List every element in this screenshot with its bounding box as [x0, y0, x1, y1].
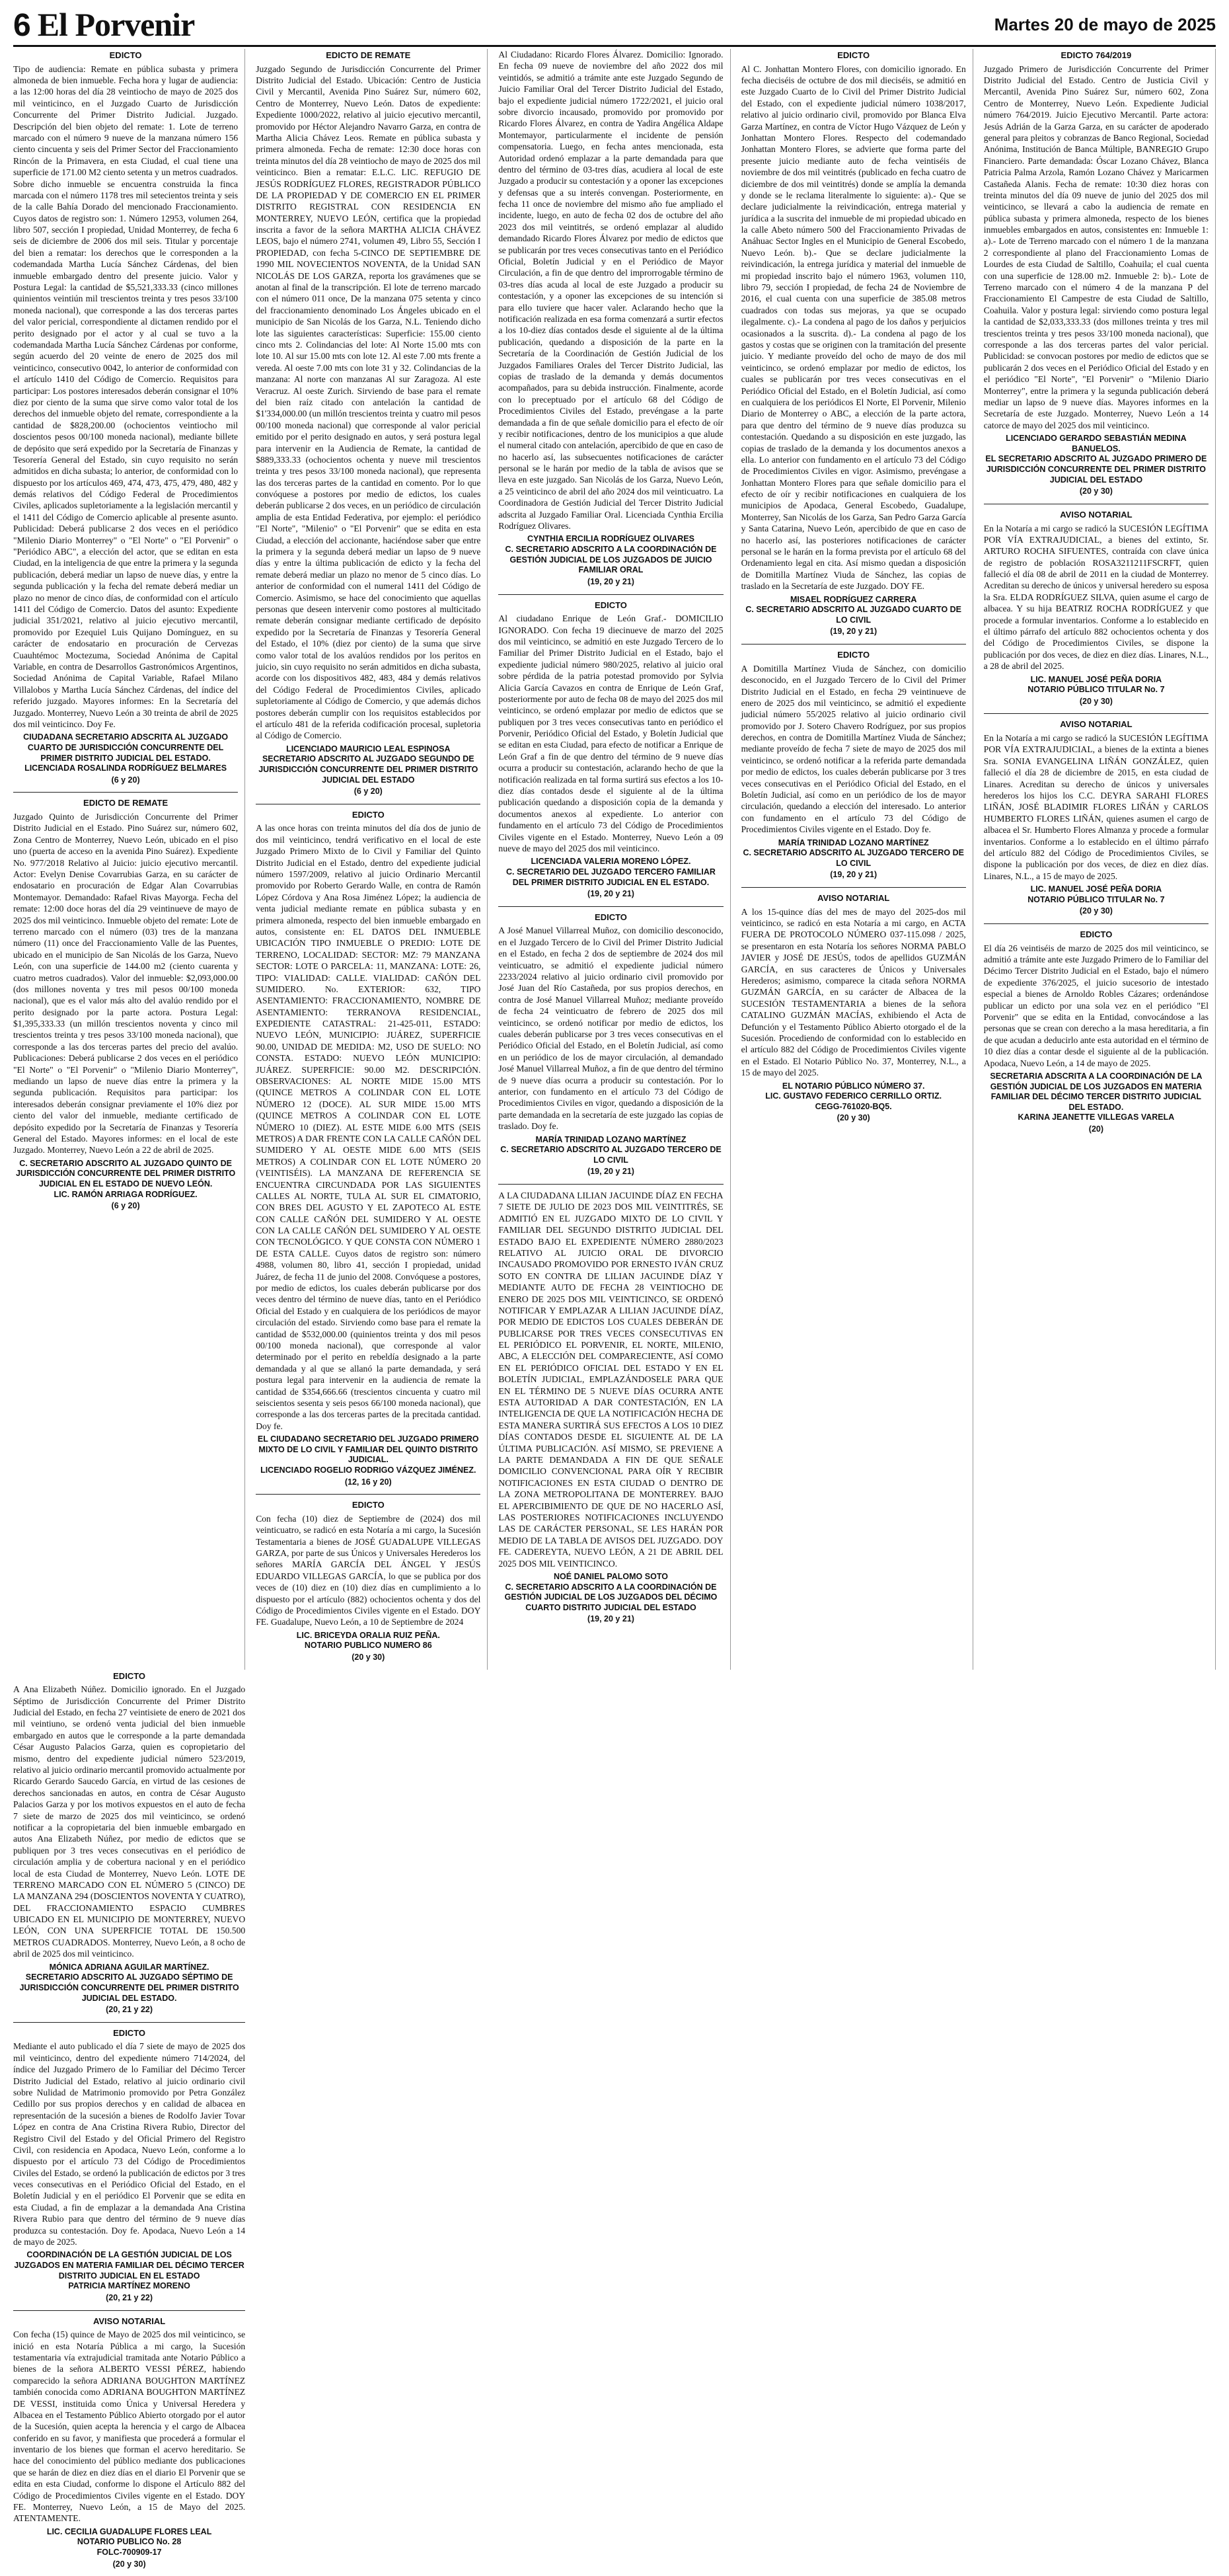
- publication-dates: (12, 16 y 20): [344, 1477, 392, 1487]
- notice-signature: [13, 732, 238, 785]
- newspaper-logo: El Porvenir: [37, 5, 195, 43]
- notice-body: Con fecha (15) quince de Mayo de 2025 dos mil veinticinco, se inició en esta Notaría Pública a mi cargo, la Sucesión testamentaria vía extrajudicial tramitada ante Notario Público a bienes de la señora ALBERTO VESSI PÉREZ, habiendo comparecido la señora ADRIANA BOUGHTON MARTÍNEZ también conocida como ADRIANA BOUGHTON MARTÍNEZ DE VESSI, instituida como Única y Universal Heredera y Albacea en el Testamento Público Abierto otorgado por el autor de la Sucesión, quien acepta la herencia y el cargo de Albacea conferido en su favor, y manifiesta que procederá a formular el inventario de los bienes que forman el acervo hereditario. Se hace del conocimiento del público mediante dos publicaciones que se harán de diez en diez días en el diario El Porvenir que se edita en esta Ciudad, conforme lo dispone el Artículo 882 del Código de Procedimientos Civiles vigente en el Estado. DOY FE. Monterrey, Nuevo León, a 15 de Mayo del 2025. ATENTAMENTE.: [13, 2329, 246, 2524]
- publication-dates: (19, 20 y 21): [587, 889, 634, 899]
- signature-line: NOÉ DANIEL PALOMO SOTO: [554, 1571, 668, 1581]
- notice-body: A José Manuel Villarreal Muñoz, con domicilio desconocido, en el Juzgado Tercero de lo Civil del Primer Distrito Judicial en el Estado, en fecha 2 dos de septiembre de 2024 dos mil veinticuatro, se admitió el expediente judicial número 2233/2024 relativo al juicio ordinario civil promovido por José Juan del Río Castañeda, por sus propios derechos, en contra de José Manuel Villarreal Muñoz; mediante proveído de fecha 24 veinticuatro de febrero de 2025 dos mil veinticinco, se ordenó notificar por medio de edictos, los cuales deberán publicarse por 3 tres veces consecutivas en el Periódico Oficial del Estado, en el Boletín Judicial, así como en un periódico de los de mayor circulación, al demandado José Manuel Villarreal Muñoz, a fin de que dentro del término de 9 nueve días ocurra a producir su contestación. Por lo anterior, con fundamento en el artículo 73 del Código de Procedimientos Civiles en vigor, quedando a disposición de la parte demandada en la secretaría de este juzgado las copias de traslado. Doy fe.: [498, 925, 724, 1132]
- signature-line: LICENCIADO GERARDO SEBASTIÁN MEDINA BANUELOS.: [1006, 434, 1187, 453]
- notice-title: EDICTO: [595, 600, 627, 610]
- legal-notice: [13, 798, 238, 1211]
- notice-body: A Ana Elizabeth Núñez. Domicilio ignorado. En el Juzgado Séptimo de Jurisdicción Concurrente del Primer Distrito Judicial del Estado, en fecha 27 veintisiete de enero de 2021 dos mil veintiuno, se ordenó venta judicial del bien inmueble embargado en autos que le corresponde a la parte demandada César Augusto Palacios Garza, quien es copropietario del mismo, dentro del expediente judicial número 523/2019, relativo al juicio ordinario mercantil promovido actualmente por Ricardo Gerardo Saucedo García, en virtud de las cesiones de derechos sancionadas en autos, en contra de César Augusto Palacios Garza y por los motivos expuestos en el auto de fecha 7 siete de marzo de 2025 dos mil veinticinco, se ordenó notificar a la copropietaria del bien inmueble embargado en autos Ana Elizabeth Núñez, por medio de edictos que se publiquen por 3 tres veces consecutivas en el periódico de circulación amplia y de cobertura nacional y en el periódico local de esta Ciudad de Monterrey, Nuevo León. LOTE DE TERRENO MARCADO CON EL NÚMERO 5 (CINCO) DE LA MANZANA 294 (DOSCIENTOS NOVENTA Y CUATRO), DEL FRACCIONAMIENTO ESPACIO CUMBRES UBICADO EN EL MUNICIPIO DE MONTERREY, NUEVO LEÓN, CON UNA SUPERFICIE TOTAL DE 150.500 METROS CUADRADOS. Monterrey, Nuevo León, a 8 ocho de abril de 2025 dos mil veinticinco.: [13, 1684, 246, 1959]
- legal-notice: [498, 49, 723, 588]
- signature-line: LIC. RAMÓN ARRIAGA RODRÍGUEZ.: [54, 1189, 198, 1199]
- column-2: [256, 49, 488, 1670]
- notice-signature: [13, 1963, 245, 2015]
- legal-notice: [984, 50, 1209, 497]
- signature-line: LIC. MANUEL JOSÉ PEÑA DORIA: [1030, 884, 1162, 894]
- notice-title: EDICTO: [837, 650, 870, 660]
- legal-notice: [13, 50, 238, 785]
- signature-line: CYNTHIA ERCILIA RODRÍGUEZ OLIVARES: [527, 534, 694, 544]
- signature-line: C. SECRETARIO ADSCRITO AL JUZGADO QUINTO DE JURISDICCIÓN CONCURRENTE DEL PRIMER DISTRITO JUDICIAL EN EL ESTADO DE NUEVO LEÓN.: [15, 1158, 236, 1189]
- publication-dates: (6 y 20): [354, 787, 383, 797]
- notice-signature: [741, 1081, 966, 1124]
- signature-line: EL CIUDADANO SECRETARIO DEL JUZGADO PRIMERO MIXTO DE LO CIVIL Y FAMILIAR DEL QUINTO DISTRITO JUDICIAL.: [257, 1434, 479, 1465]
- notice-body: Tipo de audiencia: Remate en pública subasta y primera almoneda de bien inmueble. Fecha hora y lugar de audiencia: a las 12:00 horas del día 28 veintiocho de mayo de 2025 dos mil veinticinco, en el Juzgado Cuarto de Jurisdicción Concurrente del Primer Distrito Judicial. Juzgado. Descripción del bien objeto del remate: 1. Lote de terreno marcado con el número 9 nueve de la manzana número 156 ciento cincuenta y seis del Primer Sector del Fraccionamiento Rincón de la Primavera, en esta Ciudad, el cual tiene una superficie de 171.00 M2 ciento setenta y un metros cuadrados. Sobre dicho inmueble se encuentra construida la finca marcada con el número 1178 tres mil setecientos treinta y seis de la calle Bahía Dorado del mencionado Fraccionamiento. Cuyos datos de registro son: 1. Número 12953, volumen 264, libro 507, sección I propiedad, Unidad Monterrey, de fecha 6 seis de diciembre de 2006 dos mil seis. Titular y porcentaje del bien a rematar: los derechos que le corresponden a la codemandada Martha Lucía Sánchez Cárdenas, del bien inmueble embargado dentro del presente juicio. Valor y Postura Legal: la cantidad de $5,521,333.33 (cinco millones quinientos veintiún mil trescientos treinta y tres pesos 33/100 moneda nacional), que corresponde a las dos terceras partes del valor pericial, correspondiente al dictamen rendido por el perito designado por el actor y al cual se tuvo a la codemandada Martha Lucía Sánchez Cárdenas por conforme, según acuerdo del 20 veinte de enero de 2025 dos mil veinticinco, consecutivo 0042, lo anterior de conformidad con el artículo 1410 del Código de Comercio. Requisitos para participar: Los postores interesados deberán consignar el 10% diez por ciento de la suma que sirve como valor total de los derechos del inmueble objeto del remate, correspondiente a la cantidad de $828,200.00 (ochocientos veintiocho mil doscientos pesos 00/100 moneda nacional), mediante billete de depósito que será expedido por la Secretaría de Finanzas y Tesorería General del Estado, sin cuyo requisito no serán admitidos en dicha subasta; lo anterior, de conformidad con lo dispuesto por los artículos 469, 474, 473, 475, 479, 480, 482 y demás relativos del Código Federal de Procedimientos Civiles, aplicados supletoriamente a la legislación mercantil y el 1411 del Código de Comercio aplicable al presente asunto. Publicidad: Deberá publicarse 2 dos veces en el periódico "Milenio Diario Monterrey" o "El Norte" o "El Porvenir" o "Periódico ABC", a elección del actor, que se editan en esta Ciudad, en la inteligencia de que entre la primera y la segunda publicación, deberá mediar un lapso de nueve días, y entre la segunda publicación y la fecha del remate deberá mediar un plazo no menor de cinco días, de conformidad con el artículo 1411 del Código de Comercio. Datos del asunto: Expediente judicial 351/2021, relativo al juicio ejecutivo mercantil, promovido por Ezequiel Luis Quijano Domínguez, en su carácter de endosatario en procuración de Cervezas Cuauhtémoc Moctezuma, Sociedad Anónima de Capital Variable, en contra de Desarrollos Gastronómicos Argentinos, Sociedad Anónima de Capital Variable, Rafael Milano Villalobos y Martha Lucía Sánchez Cárdenas, del índice del referido juzgado. Mayores informes: En la Secretaría del Juzgado. Monterrey, Nuevo León a 30 treinta de abril de 2025 dos mil veinticinco. Doy Fe.: [13, 63, 239, 729]
- signature-line: LICENCIADO ROGELIO RODRIGO VÁZQUEZ JIMÉNEZ.: [260, 1465, 476, 1475]
- publication-dates: (20 y 30): [1079, 487, 1113, 496]
- notice-title: EDICTO: [352, 1500, 385, 1510]
- signature-line: SECRETARIA ADSCRITA A LA COORDINACIÓN DE LA GESTIÓN JUDICIAL DE LOS JUZGADOS EN MATERIA FAMILIAR DEL DÉCIMO TERCER DISTRITO JUDICIAL DEL ESTADO.: [990, 1071, 1203, 1112]
- signature-line: LIC. CECILIA GUADALUPE FLORES LEAL: [46, 2526, 212, 2536]
- notice-divider: [13, 2310, 245, 2311]
- signature-line: NOTARIO PÚBLICO TITULAR No. 7: [1027, 685, 1165, 695]
- signature-line: LIC. MANUEL JOSÉ PEÑA DORIA: [1030, 674, 1162, 684]
- signature-line: CIUDADANA SECRETARIO ADSCRITA AL JUZGADO CUARTO DE JURISDICCIÓN CONCURRENTE DEL PRIMER DISTRITO JUDICIAL DEL ESTADO.: [23, 732, 229, 763]
- signature-line: C. SECRETARIO ADSCRITO AL JUZGADO TERCERO DE LO CIVIL: [743, 848, 964, 868]
- legal-notice: [498, 1190, 723, 1625]
- signature-line: MÓNICA ADRIANA AGUILAR MARTÍNEZ.: [49, 1962, 209, 1972]
- legal-notice: [13, 1671, 245, 2015]
- publication-dates: (19, 20 y 21): [587, 576, 634, 586]
- notice-body: En la Notaría a mi cargo se radicó la SUCESIÓN LEGÍTIMA POR VÍA EXTRAJUDICIAL, a bienes del extinto, Sr. ARTURO ROCHA SIFUENTES, contraída con clave única de registro de población ROSA3211211FSCRFT, quien falleció el día 08 de abril de 2011 en la ciudad de Monterrey. Acreditan su derecho de únicos y universal heredero su esposa la Sra. ELDA RODRÍGUEZ SILVA, quien asume el cargo de albacea. Y su hija BEATRIZ ROCHA RODRÍGUEZ y que procede a formular inventarios. Conforme a lo establecido en el último párrafo del artículo 882 ochocientos ochenta y dos del Código de Procedimientos Civiles, se dispone la publicación por dos veces, de diez en diez días. Linares, N.L., a 28 de abril del 2025.: [983, 523, 1209, 672]
- publication-dates: (20, 21 y 22): [106, 2005, 153, 2015]
- notice-title: EDICTO: [837, 50, 870, 60]
- notice-divider: [741, 887, 966, 888]
- signature-line: LIC. BRICEYDA ORALIA RUIZ PEÑA.: [296, 1630, 440, 1640]
- notice-signature: [256, 1434, 480, 1487]
- notice-signature: [741, 595, 966, 638]
- notice-title: EDICTO DE REMATE: [83, 798, 168, 808]
- notice-title: EDICTO: [113, 2027, 146, 2038]
- signature-line: C. SECRETARIO ADSCRITO AL JUZGADO TERCERO DE LO CIVIL: [500, 1145, 722, 1165]
- notice-body: Al Ciudadano: Ricardo Flores Álvarez. Domicilio: Ignorado. En fecha 09 nueve de noviembre del año 2022 dos mil veintidós, se admitió a trámite ante este Juzgado Segundo de Juicio Familiar Oral del Tercer Distrito Judicial del Estado, bajo el expediente judicial número 1722/2021, el juicio oral sobre divorcio incausado, promovido por promovido por Ricardo Flores Álvarez, en contra de Yadira Angélica Aldape Montemayor, particularmente el incidente de pensión compensatoria. Luego, en fecha antes mencionada, esta Autoridad ordenó emplazar a la parte demandada para que dentro del término de 03-tres días, acudiera al local de este Juzgado a producir su contestación y a oponer las excepciones y defensas que a su interés convengan. Posteriormente, en fecha 11 once de noviembre del mismo año fue ampliado el incidente, luego, en auto de fecha 02 dos de octubre del año 2023 dos mil veintitrés, se ordenó emplazar al aludido demandado Ricardo Flores Álvarez por medio de edictos que se publicarán por tres veces consecutivas tanto en el Periódico Oficial, Boletín Judicial y en el Periódico de Mayor Circulación, a fin de que dentro del improrrogable término de 03-tres días acuda al local de este Juzgado a producir su contestación, y a oponer las excepciones de su intención si para ello tuviere que hacer valer. Aclarando hecho que la notificación realizada en esa forma comenzará a surtir efectos a los 10-diez días contados desde el siguiente al de la última publicación, quedando a disposición de la parte en la Secretaría de la Coordinación de Gestión Judicial de los Juzgados Familiares Orales del Tercer Distrito Judicial, las copias de traslado de la demanda y demás documentos acompañados, para su debida instrucción. Finalmente, acorde con lo preceptuado por el artículo 68 del Código de Procedimientos Civiles del Estado, prevéngase a la parte demandada a fin de que señale domicilio para el efecto de oír y recibir notificaciones, dentro de los municipios a que alude el numeral citado con antelación, apercibido de que en caso de no hacerlo así, las subsecuentes notificaciones de carácter personal se le harán por medio de la tabla de avisos que se lleva en este juzgado. San Nicolás de los Garza, Nuevo León, a 25 veinticinco de abril del año 2024 dos mil veinticuatro. La Coordinadora de Gestión Judicial del Tercer Distrito Judicial adscrita al Juzgado Familiar Oral. Licenciada Cynthia Ercilia Rodríguez Olivares.: [498, 50, 724, 531]
- notice-body: Al ciudadano Enrique de León Graf.- DOMICILIO IGNORADO. Con fecha 19 diecinueve de marzo del 2025 dos mil veinticinco, se admitió en este Juzgado Tercero de lo Familiar del Primer Distrito Judicial en el Estado, bajo el expediente judicial número 980/2025, relativo al juicio oral sobre pérdida de la patria potestad promovido por Sylvia Alicia García Cavazos en contra de Enrique de León Graf, posteriormente por auto de fecha 08 de mayo del 2025 dos mil veinticinco, se ordenó emplazar por medio de edictos que se publiquen por 3 tres veces consecutivas tanto en periódico el Porvenir, Periódico Oficial del Estado, y Boletín Judicial que se editan en esta Ciudad, para efecto de notificar a Enrique de León Graf a fin de que dentro del término de 9 nueve días ocurra a producir su contestación, aclarando hecho de que la notificación realizada en tal forma surtirá sus efectos a los 10- diez días contados desde el siguiente al de la última publicación quedando a disposición copia de la demanda y documentos anexos al expediente. Lo anterior con fundamento en el artículo 73 del Código de Procedimientos Civiles vigente en el Estado. Monterrey, Nuevo León a 09 nueve de mayo del 2025 dos mil veinticinco.: [498, 613, 724, 853]
- column-4: [741, 49, 973, 1670]
- publication-dates: (6 y 20): [111, 775, 140, 785]
- signature-line: C. SECRETARIO ADSCRITO AL JUZGADO CUARTO DE LO CIVIL: [745, 605, 962, 625]
- signature-line: NOTARIO PUBLICO No. 28: [77, 2537, 182, 2547]
- signature-line: SECRETARIO ADSCRITO AL JUZGADO SÉPTIMO DE JURISDICCIÓN CONCURRENTE DEL PRIMER DISTRITO JUDICIAL DEL ESTADO.: [19, 1972, 239, 2003]
- legal-notice: [741, 650, 966, 880]
- signature-line: MARÍA TRINIDAD LOZANO MARTÍNEZ: [535, 1134, 687, 1144]
- page-number: 6: [13, 7, 31, 43]
- column-5: [984, 49, 1216, 1670]
- legal-notice: [256, 50, 480, 797]
- notice-title: EDICTO 764/2019: [1061, 50, 1132, 60]
- publication-dates: (19, 20 y 21): [830, 627, 877, 637]
- notice-signature: [498, 857, 723, 900]
- column-1: [13, 49, 245, 1670]
- signature-line: LICENCIADO MAURICIO LEAL ESPINOSA: [286, 744, 451, 754]
- legal-notice: [741, 893, 966, 1124]
- notice-divider: [984, 713, 1209, 714]
- publication-dates: (19, 20 y 21): [587, 1614, 634, 1624]
- notice-title: EDICTO: [1080, 929, 1113, 940]
- legal-notice: [984, 719, 1209, 917]
- legal-notice: [256, 810, 480, 1487]
- legal-notice: [13, 2316, 245, 2570]
- publication-dates: (19, 20 y 21): [587, 1167, 634, 1177]
- signature-line: FOLC-700909-17: [96, 2548, 162, 2557]
- legal-notice: [498, 912, 723, 1177]
- issue-date: Martes 20 de mayo de 2025: [994, 14, 1216, 34]
- notice-body: Con fecha (10) diez de Septiembre de (2024) dos mil veinticuatro, se radicó en esta Notaría a mi cargo, la Sucesión Testamentaria a bienes de JOSÉ GUADALUPE VILLEGAS GARZA, por parte de sus Únicos y Universales Herederos los señores MARÍA GARCÍA DEL ÁNGEL Y JESÚS EDUARDO VILLEGAS GARCÍA, lo que se publica por dos veces de (10) diez en (10) diez días en cumplimiento a lo dispuesto por el artículo (882) ochocientos ochenta y dos del Código de Procedimientos Civiles vigente en el Estado. DOY FE. Guadalupe, Nuevo León, a 10 de Septiembre de 2024: [256, 1513, 481, 1627]
- notice-title: EDICTO: [352, 809, 385, 820]
- notice-body: A las once horas con treinta minutos del día dos de junio de dos mil veinticinco, tendrá verificativo en el local de este Juzgado Primero Mixto de lo Civil y Familiar del Quinto Distrito Judicial en el Estado, dentro del expediente judicial número 1597/2009, relativo al juicio Ordinario Mercantil promovido por Roberto Gerardo Walle, en contra de Ramón López Córdova y Ana Rosa Jiménez López; la audiencia de venta judicial mediante remate en pública subasta y en primera almoneda, respecto del bien inmueble embargado en autos, consistente en: EL DATOS DEL INMUEBLE UBICACIÓN TIPO INMUEBLE O PREDIO: LOTE DE TERRENO, LOCALIDAD: SECTOR: MZ: 79 MANZANA SECTOR: LOTE O PARCELA: 11, MANZANA: LOTE: 26, TIPO: VIALIDAD: CALLE. VIALIDAD: CAÑÓN DEL SUMIDERO. No. EXTERIOR: 632, TIPO ASENTAMIENTO: FRACCIONAMIENTO, NOMBRE DE ASENTAMIENTO: TERRANOVA RESIDENCIAL, EXPEDIENTE CATASTRAL: 21-425-011, ESTADO: NUEVO LEÓN, MUNICIPIO: JUÁREZ, SUPERFICIE 90.00, UNIDAD DE MEDIDA: M2, USO DE SUELO: NO CONSTA. ESTADO: NUEVO LEÓN MUNICIPIO: JUÁREZ. SUPERFICIE: 90.00 M2. DESCRIPCIÓN. OBSERVACIONES: AL NORTE MIDE 15.00 MTS (QUINCE METROS A COLINDAR CON EL LOTE NÚMERO 12 (DOCE). AL SUR MIDE 15.00 MTS (QUINCE METROS A COLINDAR CON EL LOTE NÚMERO 10 (DIEZ). AL ESTE MIDE 6.00 MTS (SEIS METROS) A DAR FRENTE CON LA CALLE CAÑÓN DEL SUMIDERO Y AL OESTE MIDE 6.00 MTS (SEIS METROS) A COLINDAR CON EL LOTE NÚMERO 20 (VEINTISÉIS). LA MANZANA DE REFERENCIA SE ENCUENTRA CIRCUNDADA POR LAS SIGUIENTES CALLES AL NORTE, TULA AL SUR EL CIMATORIO, CON BRES DEL AGUSTO Y EL ZAPOTECO AL ESTE CON CALLE CAÑÓN DEL SUMIDERO Y AL OESTE CON LA CALLE CAÑÓN DEL SUMIDERO Y AL OESTE CON TECNOLÓGICO. Y QUE CONSTA CON NÚMERO 1 DE ESTA CALLE. Cuyos datos de registro son: número 4988, volumen 80, libro 41, sección I propiedad, unidad Juárez, de fecha 11 de junio del 2008. Convóquese a postores, por medio de edictos, los cuales deberán publicarse por dos veces dentro del término de nueve días, tanto en el Periódico Oficial del Estado y en cualquiera de los periódicos de mayor circulación del estado. Sirviendo como base para el remate la cantidad de $532,000.00 (quinientos treinta y dos mil pesos 00/100 moneda nacional), que corresponde al valor determinado por el perito en rebeldía designado a la parte demandada y al que se allanó la parte demandada, y será postura legal para intervenir en la audiencia de remate la cantidad de $354,666.66 (trescientos cincuenta y cuatro mil seiscientos sesenta y seis pesos 66/100 moneda nacional), que corresponde a las dos terceras partes de la precitada cantidad. Doy fe.: [256, 823, 481, 1431]
- notice-signature: [256, 1631, 480, 1663]
- publication-dates: (6 y 20): [111, 1201, 140, 1211]
- notice-signature: [498, 1135, 723, 1178]
- notice-signature: [984, 434, 1209, 497]
- notice-divider: [256, 1494, 480, 1495]
- signature-line: PATRICIA MARTÍNEZ MORENO: [68, 2281, 190, 2291]
- notice-signature: [498, 534, 723, 587]
- signature-line: KARINA JEANETTE VILLEGAS VARELA: [1018, 1112, 1175, 1122]
- notice-divider: [498, 906, 723, 907]
- publication-dates: (20 y 30): [112, 2559, 146, 2569]
- notice-divider: [13, 792, 238, 793]
- signature-line: C. SECRETARIO DEL JUZGADO TERCERO FAMILIAR DEL PRIMER DISTRITO JUDICIAL EN EL ESTADO.: [506, 867, 716, 887]
- column-3: [498, 49, 730, 1670]
- notice-signature: [984, 1072, 1209, 1135]
- legal-notice: [984, 510, 1209, 707]
- signature-line: EL NOTARIO PÚBLICO NÚMERO 37.: [782, 1081, 925, 1091]
- notice-body: El día 26 veintiséis de marzo de 2025 dos mil veinticinco, se admitió a trámite ante este Juzgado Primero de lo Familiar del Décimo Tercer Distrito Judicial en el Estado, bajo el número de expediente 376/2025, el juicio sucesorio de intestado especial a bienes de Arnoldo Robles Cázares; ordenándose publicar un edicto por una sola vez en el periódico "El Porvenir" que se edita en la Entidad, convocándose a las personas que se crean con derecho a la masa hereditaria, a fin de que acudan a deducirlo ante esta autoridad en el término de 10 diez días a contar desde el siguiente al de la publicación. Apodaca, Nuevo León, a 14 de mayo de 2025.: [983, 943, 1209, 1068]
- notice-title: AVISO NOTARIAL: [1060, 719, 1133, 730]
- publication-dates: (20 y 30): [1079, 906, 1113, 916]
- notice-divider: [984, 923, 1209, 924]
- legal-notice: [498, 600, 723, 900]
- notice-body: Juzgado Segundo de Jurisdicción Concurrente del Primer Distrito Judicial del Estado. Ubicación: Centro de Justicia Civil y Mercantil, Avenida Pino Suárez Sur, número 602, Centro de Monterrey, Nuevo León. Datos de expediente: Expediente 1000/2022, relativo al juicio ejecutivo mercantil, promovido por Héctor Alejandro Navarro Garza, en contra de Martha Alicia Chávez Leos. Remate en pública subasta y primera almoneda. Fecha de remate: 12:30 doce horas con treinta minutos del día 28 veintiocho de mayo de 2025 dos mil veinticinco. Bien a rematar: E.L.C. LIC. REFUGIO DE JESÚS RODRÍGUEZ FLORES, REGISTRADOR PÚBLICO DE LA PROPIEDAD Y DE COMERCIO EN EL PRIMER DISTRITO REGISTRAL CON RESIDENCIA EN MONTERREY, NUEVO LEÓN, certifica que la propiedad inscrita a favor de la señora MARTHA ALICIA CHÁVEZ LEOS, bajo el número 2741, volumen 49, Libro 55, Sección I PROPIEDAD, con fecha 5-CINCO DE SEPTIEMBRE DE 1990 MIL NOVECIENTOS NOVENTA, de la Unidad SAN NICOLÁS DE LOS GARZA, reporta los gravámenes que se anotan al final de la transcripción. El lote de terreno marcado con el número 011 once, De la manzana 075 setenta y cinco del fraccionamiento denominado Los Ángeles ubicado en el municipio de San Nicolás de los Garza, N.L. Teniendo dicho lote las siguientes características: Superficie: 155.00 ciento cinco mts 2. Colindancias del lote: Al Norte 15.00 mts con lote 10. Al sur 15.00 mts con lote 12. Al este 7.00 mts frente a vereda. Al oeste 7.00 mts con lote 31 y 32. Colindancias de la manzana: Al norte con manzanas Al sur Zaragoza. Al este Veracruz. Al oeste Zurich. Sirviendo de base para el remate del bien raíz citado con antelación la cantidad de $1'334,000.00 (un millón trescientos treinta y cuatro mil pesos 00/100 moneda nacional) que corresponde al valor pericial emitido por el perito designado en autos, y será postura legal para intervenir en la Audiencia de Remate, la cantidad de $889,333.33 (ochocientos ochenta y nueve mil trescientos treinta y tres pesos 33/100 moneda nacional), que representa las dos terceras partes de la cantidad en comento. Por lo que convóquese a postores por medio de edictos, los cuales deberán publicarse 2 dos veces, en un periódico de circulación amplia de esta Entidad Federativa, por ejemplo: el periódico "El Norte", "Milenio" o "El Porvenir" que se edita en esta Ciudad, a elección del accionante, haciéndose saber que entre la primera y la segunda deberá mediar un lapso de 9 nueve días y entre la última publicación de edicto y la fecha del remate deberá mediar un plazo no menor de 5 cinco días. Lo anterior de conformidad con el numeral 1411 del Código de Comercio. Asimismo, se hace del conocimiento que aquellas personas que deseen intervenir como postores al multicitado remate deberán consignar mediante certificado de depósito expedido por la Secretaría de Finanzas y Tesorería General del Estado, el 10% (diez por ciento) de la suma que sirve como valor total de los avalúos rendidos por los peritos en juicio, sin cuyo requisito no serán admitidos en dicha subasta, acorde con los dispositivos 482, 483, 484 y demás relativos del Código Federal de Procedimientos Civiles, aplicado supletoriamente al Código de Comercio, y que además dichos postores deberán cumplir con los requisitos establecidos por el artículo 481 de la referida codificación procesal, supletoria al Código de Comercio.: [256, 63, 481, 741]
- masthead: [13, 4, 1216, 47]
- signature-line: LICENCIADA ROSALINDA RODRÍGUEZ BELMARES: [24, 763, 227, 773]
- notice-title: AVISO NOTARIAL: [817, 893, 890, 904]
- notice-signature: [13, 2250, 245, 2303]
- legal-notice: [13, 2028, 245, 2304]
- notice-body: En la Notaría a mi cargo se radicó la SUCESIÓN LEGÍTIMA POR VÍA EXTRAJUDICIAL, a bienes de la extinta a bienes Sra. SONIA EVANGELINA LIÑÁN GONZÁLEZ, quien falleció el día 28 de diciembre de 2015, en esta ciudad de Linares. Acreditan su derecho de únicos y universales herederos los hijos los C.C. DEYRA SARAHI FLORES LIÑÁN, JOSÉ BLADIMIR FLORES LIÑÁN y CARLOS HUMBERTO FLORES LIÑÁN, quienes asumen el cargo de albacea el Sr. Humberto Flores Almanza y procede a formular inventarios. Conforme a lo establecido en el último párrafo del artículo 882 del Código de Procedimientos Civiles, se dispone la publicación por dos veces, de diez en diez días. Linares, N.L., a 15 de mayo de 2025.: [983, 733, 1209, 881]
- notice-body: A Domitilla Martínez Viuda de Sánchez, con domicilio desconocido, en el Juzgado Tercero de lo Civil del Primer Distrito Judicial en el Estado, en fecha 29 veintinueve de enero de 2025 dos mil veinticinco, se admitió el expediente judicial número 55/2025 relativo al juicio ordinario civil promovido por J. Sotero Chavero Rodríguez, por sus propios derechos, en contra de Domitilla Martínez Viuda de Sánchez; mediante proveído de fecha 7 siete de mayo de 2025 dos mil veinticinco, se ordenó notificar a la referida parte demandada por medio de edictos, los cuales deberán publicarse por 3 tres veces consecutivas en el Periódico Oficial del Estado, en el Boletín Judicial, así como en un periódico de los de mayor circulación, quedando a elección del interesado. Lo anterior con fundamento en el artículo 73 del Código de Procedimientos Civiles vigente en el Estado. Doy fe.: [741, 663, 966, 835]
- notice-title: EDICTO: [113, 1670, 146, 1681]
- publication-dates: (20 y 30): [1079, 696, 1113, 706]
- notice-divider: [13, 2022, 245, 2023]
- signature-line: SECRETARIO ADSCRITO AL JUZGADO SEGUNDO DE JURISDICCIÓN CONCURRENTE DEL PRIMER DISTRITO JUDICIAL DEL ESTADO: [258, 754, 478, 785]
- notice-body: Juzgado Quinto de Jurisdicción Concurrente del Primer Distrito Judicial en el Estado. Pino Suárez sur, número 602, Zona Centro de Monterrey, Nuevo León, ubicado en el piso uno (puerta de acceso en la avenida Pino Suárez). Expediente No. 977/2018 Relativo al Juicio: juicio ejecutivo mercantil. Actor: Evelyn Denise Covarrubias Garza, en su carácter de endosatario en procuración de Edgar Alan Covarrubias Montemayor. Demandado: Rafael Rivas Mayorga. Fecha del remate: 12:00 doce horas del día 29 veintinueve de mayo de 2025 dos mil veinticinco. Inmueble objeto del remate: Lote de terreno marcado con el número (03) tres de la manzana número (11) once del Fraccionamiento Valle de las Puentes, ubicado en el municipio de San Nicolás de los Garza, Nuevo León, con una superficie de 144.00 m2 (ciento cuarenta y cuatro metros cuadrados). Valor del inmueble: $2,093,000.00 (dos millones noventa y tres mil pesos 00/100 moneda nacional), que es el valor más alto del avalúo rendido por el perito designado por la parte actora. Postura Legal: $1,395,333.33 (un millón trescientos noventa y cinco mil trescientos treinta y tres pesos 33/100 moneda nacional), que corresponde a las dos terceras partes del precio del avalúo. Publicaciones: Deberá publicarse 2 dos veces en el periódico "El Norte" o "El Porvenir" o "Milenio Diario Monterrey", mediando un lapso de nueve días entre la primera y la segunda publicación. Requisitos para participar: los interesados deberán consignar previamente el 10% diez por ciento del valor del inmueble, mediante certificado de depósito expedido por la Secretaría de Finanzas y Tesorería General del Estado. Mayores informes: en el local de este Juzgado. Monterrey, Nuevo León a 22 de abril de 2025.: [13, 812, 239, 1155]
- notice-divider: [498, 594, 723, 595]
- signature-line: EL SECRETARIO ADSCRITO AL JUZGADO PRIMERO DE JURISDICCIÓN CONCURRENTE DEL PRIMER DISTRITO JUDICIAL DEL ESTADO: [985, 454, 1207, 485]
- signature-line: NOTARIO PÚBLICO TITULAR No. 7: [1027, 894, 1165, 904]
- notice-signature: [984, 884, 1209, 917]
- notice-body: Al C. Jonhattan Montero Flores, con domicilio ignorado. En fecha dieciséis de octubre de dos mil dieciséis, se admitió en este Juzgado Cuarto de lo Civil del Primer Distrito Judicial del Estado, con el expediente judicial número 1038/2017, relativo al juicio ordinario civil, promovido por Blanca Elva Garza Martínez, en contra de Víctor Hugo Vázquez de León y Jonhattan Montero Flores. Respecto del codemandado Jonhattan Montero Flores, se advierte que forma parte del presente juicio mediante auto de fecha veintiséis de noviembre de dos mil veintitrés (publicado en fecha cuatro de diciembre de dos mil veintitrés) donde se amplía la demanda y donde se le reclama literalmente lo siguiente: a).- Que se declare judicialmente la reivindicación, entrega material y jurídica a la suscrita del inmueble de mi propiedad ubicado en la calle Abeto número 500 del Fraccionamiento Privadas de Anáhuac Sector Ingles en el Municipio de General Escobedo, Nuevo León. b).- Que se declare judicialmente la reivindicación, la entrega jurídica y material del inmueble de mi propiedad inscrito bajo el número 1963, volumen 110, libro 79, sección I propiedad, de fecha 24 de Noviembre de 2016, el cual cuenta con una superficie de 385.08 metros cuadrados con todas sus mejoras, ya que se ocupado ilegalmente. c).- La condena al pago de los daños y perjuicios ocasionados a la suscrita. d).- La condena al pago de los gastos y costas que se originen con la tramitación del presente juicio. Y mediante proveído del ocho de mayo de dos mil veinticinco, se ordenó emplazar por medio de edictos, los cuales se publicarán por tres veces consecutivas en el Periódico Oficial del Estado, en el Boletín Judicial, así como en cualquiera de los periódicos El Norte, El Porvenir, Milenio Diario de Monterrey o ABC, a elección de la parte actora, para que dentro del término de 9 nueve días produzca su contestación. Quedando a su disposición en este juzgado, las copias de traslado de la demanda y los documentos anexos a ella. Lo anterior con fundamento en el artículo 73 del Código de Procedimientos Civiles en vigor. Asimismo, prevéngase a Jonhattan Montero Flores para que señale domicilio para el efecto de oír y recibir notificaciones en cualquiera de los municipios de Apodaca, General Escobedo, Guadalupe, Monterrey, San Nicolás de los Garza, San Pedro Garza García y Santa Catarina, Nuevo León, apercibido de que en caso de no hacerlo así, las posteriores notificaciones de carácter personal se le harán en la forma prevista por el artículo 68 del Ordenamiento legal en cita. Así mismo quedan a disposición de Domitilla Martínez Viuda de Sánchez, las copias de traslado en la Secretaría de este Juzgado. DOY FE.: [741, 63, 966, 592]
- signature-line: C. SECRETARIO ADSCRITO A LA COORDINACIÓN DE GESTIÓN JUDICIAL DE LOS JUZGADOS DE JUICIO FAMILIAR ORAL: [505, 545, 717, 575]
- legal-notice: [256, 1500, 480, 1662]
- notice-body: A LA CIUDADANA LILIAN JACUINDE DÍAZ EN FECHA 7 SIETE DE JULIO DE 2023 DOS MIL VEINTITRÉS, SE ADMITIÓ EN EL JUZGADO MIXTO DE LO CIVIL Y FAMILIAR DEL SEGUNDO DISTRITO JUDICIAL DEL ESTADO BAJO EL EXPEDIENTE NÚMERO 2880/2023 RELATIVO AL JUICIO ORAL DE DIVORCIO INCAUSADO PROMOVIDO POR ERNESTO IVÁN CRUZ SOTO EN CONTRA DE LILIAN JACUINDE DÍAZ Y MEDIANTE AUTO DE FECHA 28 VEINTIOCHO DE ENERO DE 2025 DOS MIL VEINTICINCO, SE ORDENÓ NOTIFICAR Y EMPLAZAR A LILIAN JACUINDE DÍAZ, POR MEDIO DE EDICTOS LOS CUALES DEBERÁN DE PUBLICARSE POR TRES VECES CONSECUTIVAS EN EL PERIÓDICO EL PORVENIR, EL NORTE, MILENIO, ABC, A ELECCIÓN DEL COMPARECIENTE, ASÍ COMO EN EL PERIÓDICO OFICIAL DEL ESTADO Y EN EL BOLETÍN JUDICIAL, EMPLAZÁNDOSELE PARA QUE EN EL TÉRMINO DE 5 NUEVE DÍAS OCURRA ANTE ESTA AUTORIDAD A DAR CONTESTACIÓN, EN LA INTELIGENCIA DE QUE LA NOTIFICACIÓN HECHA DE ESTA MANERA SURTIRÁ SUS EFECTOS A LOS 10 DIEZ DÍAS CONTADOS DESDE EL SIGUIENTE AL DE LA ÚLTIMA PUBLICACIÓN. ASÍ MISMO, SE PREVIENE A LA PARTE DEMANDADA A FIN DE QUE SEÑALE DOMICILIO CONVENCIONAL PARA OÍR Y RECIBIR NOTIFICACIONES EN ESTA CIUDAD O DENTRO DE LA ZONA METROPOLITANA DE MONTERREY. BAJO EL APERCIBIMIENTO DE QUE DE NO HACERLO ASÍ, LAS POSTERIORES NOTIFICACIONES INCLUYENDO LAS DE CARÁCTER PERSONAL, SE LES HARÁN POR MEDIO DE LA TABLA DE AVISOS DEL JUZGADO. DOY FE. CADEREYTA, NUEVO LEÓN, A 21 DE ABRIL DEL 2025 DOS MIL VEINTICINCO.: [498, 1190, 724, 1569]
- publication-dates: (20 y 30): [352, 1653, 385, 1662]
- publication-dates: (20 y 30): [837, 1113, 870, 1123]
- signature-line: LICENCIADA VALERIA MORENO LÓPEZ.: [531, 857, 691, 867]
- notice-divider: [498, 1184, 723, 1185]
- notice-body: A los 15-quince días del mes de mayo del 2025-dos mil veinticinco, se radicó en esta Notaría a mi cargo, en ACTA FUERA DE PROTOCOLO NÚMERO 037-115.098 / 2025, se presentaron en esta Notaría los señores NORMA PABLO JAVIER y JOSÉ DE JESÚS, todos de apellidos GUZMÁN GARCÍA, en sus caracteres de Únicos y Universales Herederos; asimismo, comparece la citada señora NORMA GUZMÁN GARCÍA, en su carácter de Albacea de la SUCESIÓN TESTAMENTARIA a bienes de la señora CATALINO GUZMÁN MACÍAS, exhibiendo el Acta de Defunción y el Testamento Público Abierto otorgado el de la Sucesión. Procediendo de conformidad con lo establecido en el artículo 882 del Código de Procedimientos Civiles vigente en el Estado. El Notario Público No. 37, Monterrey, N.L., a 15 de mayo del 2025.: [741, 906, 966, 1078]
- signature-line: MARÍA TRINIDAD LOZANO MARTÍNEZ: [778, 838, 929, 847]
- signature-line: LIC. GUSTAVO FEDERICO CERRILLO ORTIZ.: [765, 1091, 942, 1101]
- notice-title: AVISO NOTARIAL: [93, 2316, 166, 2326]
- column-6: [13, 1670, 245, 2576]
- brand: [13, 5, 195, 43]
- publication-dates: (20): [1088, 1124, 1104, 1134]
- signature-line: NOTARIO PUBLICO NUMERO 86: [304, 1641, 432, 1651]
- notice-body: Mediante el auto publicado el día 7 siete de mayo de 2025 dos mil veinticinco, dentro del expediente número 714/2024, del índice del Juzgado Primero de lo Familiar del Décimo Tercer Distrito Judicial del Estado, relativo al juicio ordinario civil sobre Nulidad de Matrimonio promovido por Petra González Cedillo por sus propios derechos y en calidad de albacea en representación de la sucesión a bienes de Rodolfo Javier Tovar López en contra de Ana Cristina Rivera Rubio, Director del Registro Civil del Estado y del Oficial Primero del Registro Civil, con residencia en Apodaca, Nuevo León, conforme a lo dispuesto por el artículo 73 del Código de Procedimientos Civiles del Estado, se ordenó la publicación de edictos por 3 tres veces consecutivas en el Periódico Oficial del Estado, en el Boletín Judicial y en el periódico El Porvenir que se edita en esta Ciudad, a fin de emplazar a la demandada Ana Cristina Rivera Rubio para que dentro del término de 9 nueve días produzca su contestación. Doy fe. Apodaca, Nuevo León a 14 de mayo de 2025.: [13, 2041, 246, 2247]
- notice-signature: [256, 744, 480, 797]
- notice-signature: [984, 675, 1209, 707]
- legal-notice: [741, 50, 966, 637]
- notice-title: EDICTO: [109, 50, 142, 60]
- notice-signature: [498, 1572, 723, 1625]
- notice-title: EDICTO DE REMATE: [326, 50, 411, 60]
- notice-title: EDICTO: [595, 912, 627, 922]
- signature-line: C. SECRETARIO ADSCRITO A LA COORDINACIÓN DE GESTIÓN JUDICIAL DE LOS JUZGADOS DEL DÉCIMO CUARTO DISTRITO JUDICIAL DEL ESTADO: [504, 1582, 718, 1612]
- notice-columns: [13, 49, 1216, 2569]
- notice-signature: [13, 1159, 238, 1212]
- notice-signature: [13, 2527, 245, 2570]
- publication-dates: (20, 21 y 22): [106, 2292, 153, 2302]
- legal-notice: [984, 929, 1209, 1135]
- signature-line: COORDINACIÓN DE LA GESTIÓN JUDICIAL DE LOS JUZGADOS EN MATERIA FAMILIAR DEL DÉCIMO TERCER DISTRITO JUDICIAL EN EL ESTADO: [14, 2250, 244, 2281]
- signature-line: CEGG-761020-BQ5.: [815, 1101, 892, 1111]
- signature-line: MISAEL RODRÍGUEZ CARRERA: [790, 594, 917, 604]
- notice-signature: [741, 838, 966, 881]
- publication-dates: (19, 20 y 21): [830, 870, 877, 880]
- notice-body: Juzgado Primero de Jurisdicción Concurrente del Primer Distrito Judicial del Estado. Centro de Justicia Civil y Mercantil, Avenida Pino Suárez Sur, número 602, Zona Centro de Monterrey, Nuevo León. Expediente Judicial número 764/2019. Juicio Ejecutivo Mercantil. Parte actora: Jesús Adrián de la Garza Garza, en su carácter de apoderado general para pleitos y cobranzas de Banco Regional, Sociedad Anónima, Institución de Banca Múltiple, BANREGIO Grupo Financiero. Parte demandada: Óscar Lozano Chávez, Blanca Patricia Palma Arzola, Ramón Lozano Chávez y Maricarmen Castañeda Alanis. Fecha de remate: 10:30 diez horas con treinta minutos del día 09 nueve de junio del 2025 dos mil veinticinco, se llevará a cabo la audiencia de remate en pública subasta y primera almoneda, respecto de los bienes inmuebles embargados en autos, consistentes en: Inmueble 1: a).- Lote de Terreno marcado con el número 1 de la manzana 2 correspondiente al plano del Fraccionamiento Lomas de Lourdes de esta Ciudad de Saltillo, Coahuila; el cual cuenta con una superficie de 128.00 m2. Inmueble 2: b).- Lote de Terreno marcado con el número 4 de la manzana P del Fraccionamiento El Campestre de esta Ciudad de Saltillo, Coahuila. Valor y postura legal: sirviendo como postura legal la cantidad de $2,033,333.33 (dos millones treinta y tres mil trescientos treinta y tres pesos 33/100 moneda nacional), que corresponde a las dos terceras partes del valor pericial. Publicidad: se convocan postores por medio de edictos que se publicarán 2 dos veces en el Periódico Oficial del Estado y en el periódico "El Norte", "El Porvenir" o "Milenio Diario Monterrey", entre la primera y la segunda publicación deberá mediar un lapso de 9 nueve días. Mayores informes en la Secretaría de este Juzgado. Monterrey, Nuevo León a 14 catorce de mayo del 2025 dos mil veinticinco.: [983, 63, 1209, 430]
- notice-title: AVISO NOTARIAL: [1060, 509, 1133, 520]
